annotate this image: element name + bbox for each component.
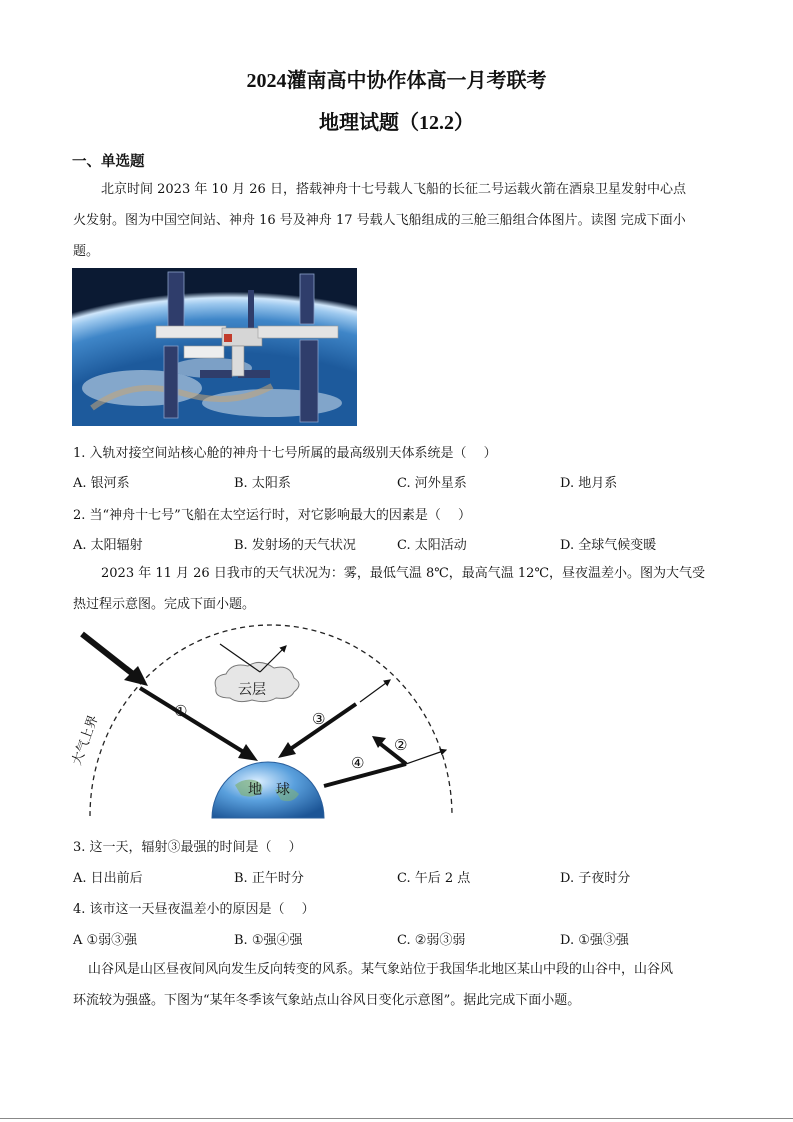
intro1-line2: 火发射。图为中国空间站、神舟 16 号及神舟 17 号载人飞船组成的三舱三船组合体图片。读图 完成下面小	[73, 213, 686, 228]
atmosphere-boundary-label: 大气上界	[69, 713, 102, 768]
question-2-option-a: A. 太阳辐射	[73, 538, 143, 553]
page-subtitle: 地理试题（12.2）	[319, 112, 474, 134]
question-1-option-d: D. 地月系	[560, 476, 618, 491]
space-station-image	[72, 268, 357, 426]
question-4-option-a: A ①弱③强	[73, 933, 138, 948]
earth-label: 地 球	[248, 782, 290, 798]
arrow-1-solar-radiation	[82, 634, 138, 678]
question-2-option-b: B. 发射场的天气状况	[234, 538, 356, 553]
question-3-stem: 3. 这一天，辐射③最强的时间是（ ）	[73, 840, 302, 855]
question-3-option-a: A. 日出前后	[73, 871, 143, 886]
intro2-line1: 2023 年 11 月 26 日我市的天气状况为：雾，最低气温 8℃，最高气温 12℃，昼夜温差小。图为大气受	[101, 566, 705, 581]
question-2-option-c: C. 太阳活动	[397, 538, 467, 553]
question-3-option-d: D. 子夜时分	[560, 871, 631, 886]
arrow-4-ground-radiation	[324, 764, 406, 786]
question-2-stem: 2. 当“神舟十七号”飞船在太空运行时，对它影响最大的因素是（ ）	[73, 508, 471, 523]
section-heading: 一、单选题	[72, 153, 145, 170]
question-2-option-d: D. 全球气候变暖	[560, 538, 657, 553]
page-title: 2024灌南高中协作体高一月考联考	[246, 70, 547, 92]
space-station-photo	[72, 268, 357, 426]
intro2-line2: 热过程示意图。完成下面小题。	[73, 597, 256, 612]
question-4-stem: 4. 该市这一天昼夜温差小的原因是（ ）	[73, 902, 315, 917]
question-3-option-c: C. 午后 2 点	[397, 871, 471, 886]
mark-1: ①	[174, 702, 188, 720]
intro3-line2: 环流较为强盛。下图为“某年冬季该气象站点山谷风日变化示意图”。据此完成下面小题。	[73, 993, 581, 1008]
question-1-option-c: C. 河外星系	[397, 476, 467, 491]
page-bottom-rule	[0, 1118, 793, 1119]
mark-2: ②	[394, 736, 408, 754]
question-1-option-b: B. 太阳系	[234, 476, 291, 491]
question-3-option-b: B. 正午时分	[234, 871, 304, 886]
question-4-option-c: C. ②弱③弱	[397, 933, 466, 948]
mark-4: ④	[351, 754, 365, 772]
atmosphere-heating-diagram	[60, 620, 480, 820]
intro1-line1: 北京时间 2023 年 10 月 26 日，搭载神舟十七号载人飞船的长征二号运载火箭在酒泉卫星发射中心点	[101, 182, 686, 197]
question-1-stem: 1. 入轨对接空间站核心舱的神舟十七号所属的最高级别天体系统是（ ）	[73, 446, 497, 461]
cloud-label: 云层	[238, 682, 266, 698]
intro1-line3: 题。	[73, 244, 100, 259]
question-1-option-a: A. 银河系	[73, 476, 130, 491]
question-4-option-d: D. ①强③强	[560, 933, 629, 948]
question-4-option-b: B. ①强④强	[234, 933, 303, 948]
mark-3: ③	[312, 710, 326, 728]
intro3-line1: 山谷风是山区昼夜间风向发生反向转变的风系。某气象站位于我国华北地区某山中段的山谷中，山谷风	[88, 962, 674, 977]
